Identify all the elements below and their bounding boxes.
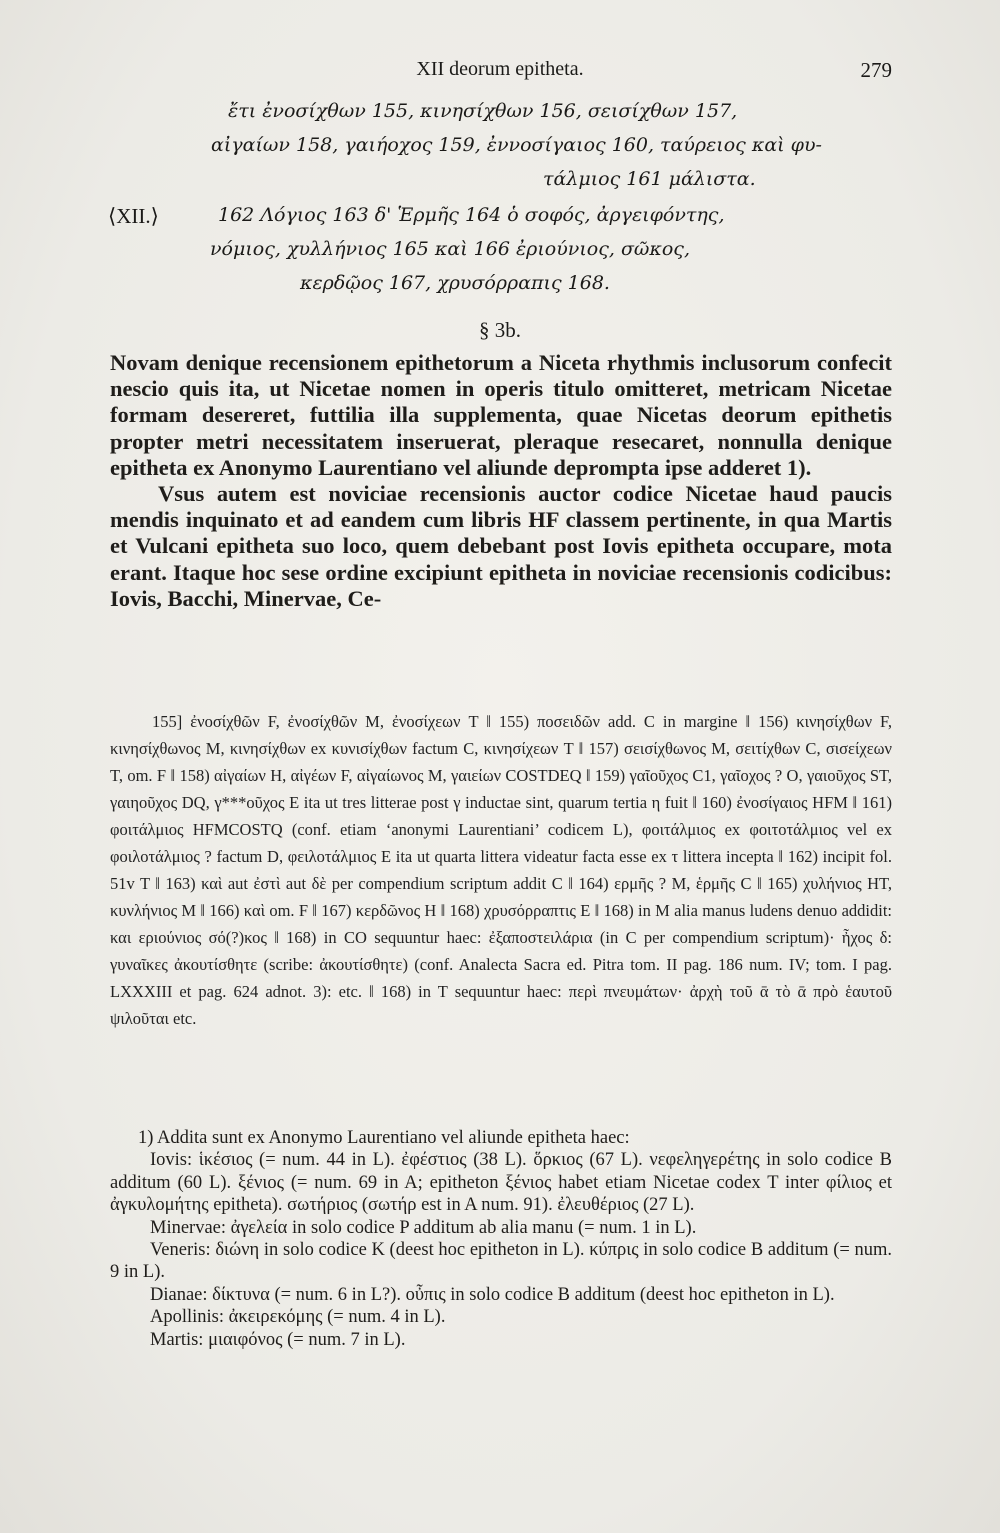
running-head: XII deorum epitheta. — [416, 58, 584, 80]
page-header — [0, 58, 1000, 88]
main-text — [110, 350, 892, 612]
verse-line: κερδῷος 167, χρυσόρραπις 168. — [300, 272, 610, 294]
paragraph: Novam denique recensionem epithetorum a Niceta rhythmis inclusorum confecit nescio quis ita, ut Nicetae nomen in operis titulo omitteret, metricam Nicetae formam desereret, futtilia illa supplementa, quae Nicetas deorum epithetis propter metri necessitatem inseruerat, pleraque resecaret, nonnulla denique epitheta ex Anonymo Laurentiano vel aliunde deprompta ipse adderet 1). — [110, 350, 892, 480]
section-mark: § 3b. — [479, 318, 521, 342]
footnote-intro: 1) Addita sunt ex Anonymo Laurentiano vel aliunde epitheta haec: — [138, 1128, 630, 1148]
verse-line: 162 Λόγιος 163 δ' Ἑρμῆς 164 ὁ σοφός, ἀργειφόντης, — [218, 204, 725, 226]
verse-line: νόμιος, χυλλήνιος 165 καὶ 166 ἐριούνιος, σῶκος, — [210, 238, 690, 260]
footnote-entry: Minervae: ἀγελεία in solo codice P additum ab alia manu (= num. 1 in L). — [150, 1217, 697, 1238]
verse-line: ἔτι ἐνοσίχθων 155, κινησίχθων 156, σεισίχθων 157, — [228, 100, 738, 122]
verse-line: τάλμιος 161 μάλιστα. — [543, 168, 756, 190]
page-number: 279 — [860, 58, 892, 82]
footnote-entry: Apollinis: ἀκειρεκόμης (= num. 4 in L). — [150, 1307, 446, 1328]
footnote-entry: Veneris: διώνη in solo codice K (deest hoc epitheton in L). κύπρις in solo codice B additum (= num. 9 in L). — [110, 1240, 892, 1283]
critical-apparatus — [110, 708, 892, 1032]
footnote-entry: Martis: μιαιφόνος (= num. 7 in L). — [150, 1329, 406, 1350]
verse-line: αἰγαίων 158, γαιήοχος 159, ἐννοσίγαιος 160, ταύρειος καὶ φυ- — [211, 134, 822, 156]
footnote-entry: Iovis: ἱκέσιος (= num. 44 in L). ἐφέστιος (38 L). ὅρκιος (67 L). νεφεληγερέτης in solo codice B additum (60 L). ξένιος (= num. 69 in A; epitheton ξένιος habet etiam Nicetae codex T inter φίλιος et ἀγκυλομήτης epitheta). σωτήριος (σωτήρ est in A num. 91). ἐλευθέριος (27 L). — [110, 1150, 892, 1216]
verse-section-number: ⟨XII.⟩ — [108, 204, 159, 228]
footnote-entry: Dianae: δίκτυνα (= num. 6 in L?). οὖπις in solo codice B additum (deest hoc epitheton in L). — [150, 1284, 835, 1305]
apparatus-text: 155] ἐνοσίχθῶν F, ἐνοσίχθῶν M, ἐνοσίχεων T ‖ 155) ποσειδῶν add. C in margine ‖ 156) κινησίχθων F, κινησίχθωνος M, κινησίχθων ex κυνισίχθων factum C, κινησίχεων T ‖ 157) σεισίχθωνος M, σειτίχθων C, σισείχεων T, om. F ‖ 158) αἰγαίων H, αἰγέων F, αἰγαίωνος M, γαιείων COSTDEQ ‖ 159) γαῖοῦχος C1, γαῖοχος ? O, γαιοῦχος ST, γαιηοῦχος DQ, γ***οῦχος E ita ut tres litterae post γ inductae sint, quarum tertia η fuit ‖ 160) ἐνοσίγαιος HFM ‖ 161) φοιτάλμιος HFMCOSTQ (conf. etiam ‘anonymi Laurentiani’ codicem L), φοιτάλμιος ex φοιτοτάλμιος vel ex φοιλοτάλμιος ? factum D, φειλοτάλμιος E ita ut quarta littera videatur facta esse ex τ littera incepta ‖ 162) incipit fol. 51v T ‖ 163) καὶ aut ἐστὶ aut δὲ per compendium scriptum addit C ‖ 164) ερμῆς ? M, ἑρμῆς C ‖ 165) χυλήνιος HT, κυνλήνιος M ‖ 166) καὶ om. F ‖ 167) κερδῶνος H ‖ 168) χρυσόρραπτις E ‖ 168) in M alia manus ludens denuo addidit: και εριούνιος σό(?)κος ‖ 168) in CO sequuntur haec: ἐξαποστειλάρια (in C per compendium scriptum)· ἦχος δ: γυναῖκες ἀκουτίσθητε (scribe: ἀκουτίσθητε) (conf. Analecta Sacra ed. Pitra tom. II pag. 186 num. IV; tom. I pag. LXXXIII et pag. 624 adnot. 3): etc. ‖ 168) in T sequuntur haec: περὶ πνευμάτων· ἀρχὴ τοῦ ᾱ τὸ ᾱ πρὸ ἑαυτοῦ ψιλοῦται etc. — [110, 712, 892, 1028]
footnotes — [110, 1127, 892, 1351]
paragraph: Vsus autem est noviciae recensionis auctor codice Nicetae haud paucis mendis inquinato et ad eandem cum libris HF classem pertinente, in qua Martis et Vulcani epitheta suo loco, quem debebant post Iovis epitheta occupare, mota erant. Itaque hoc sese ordine excipiunt epitheta in noviciae recensionis codicibus: Iovis, Bacchi, Minervae, Ce- — [110, 481, 892, 611]
